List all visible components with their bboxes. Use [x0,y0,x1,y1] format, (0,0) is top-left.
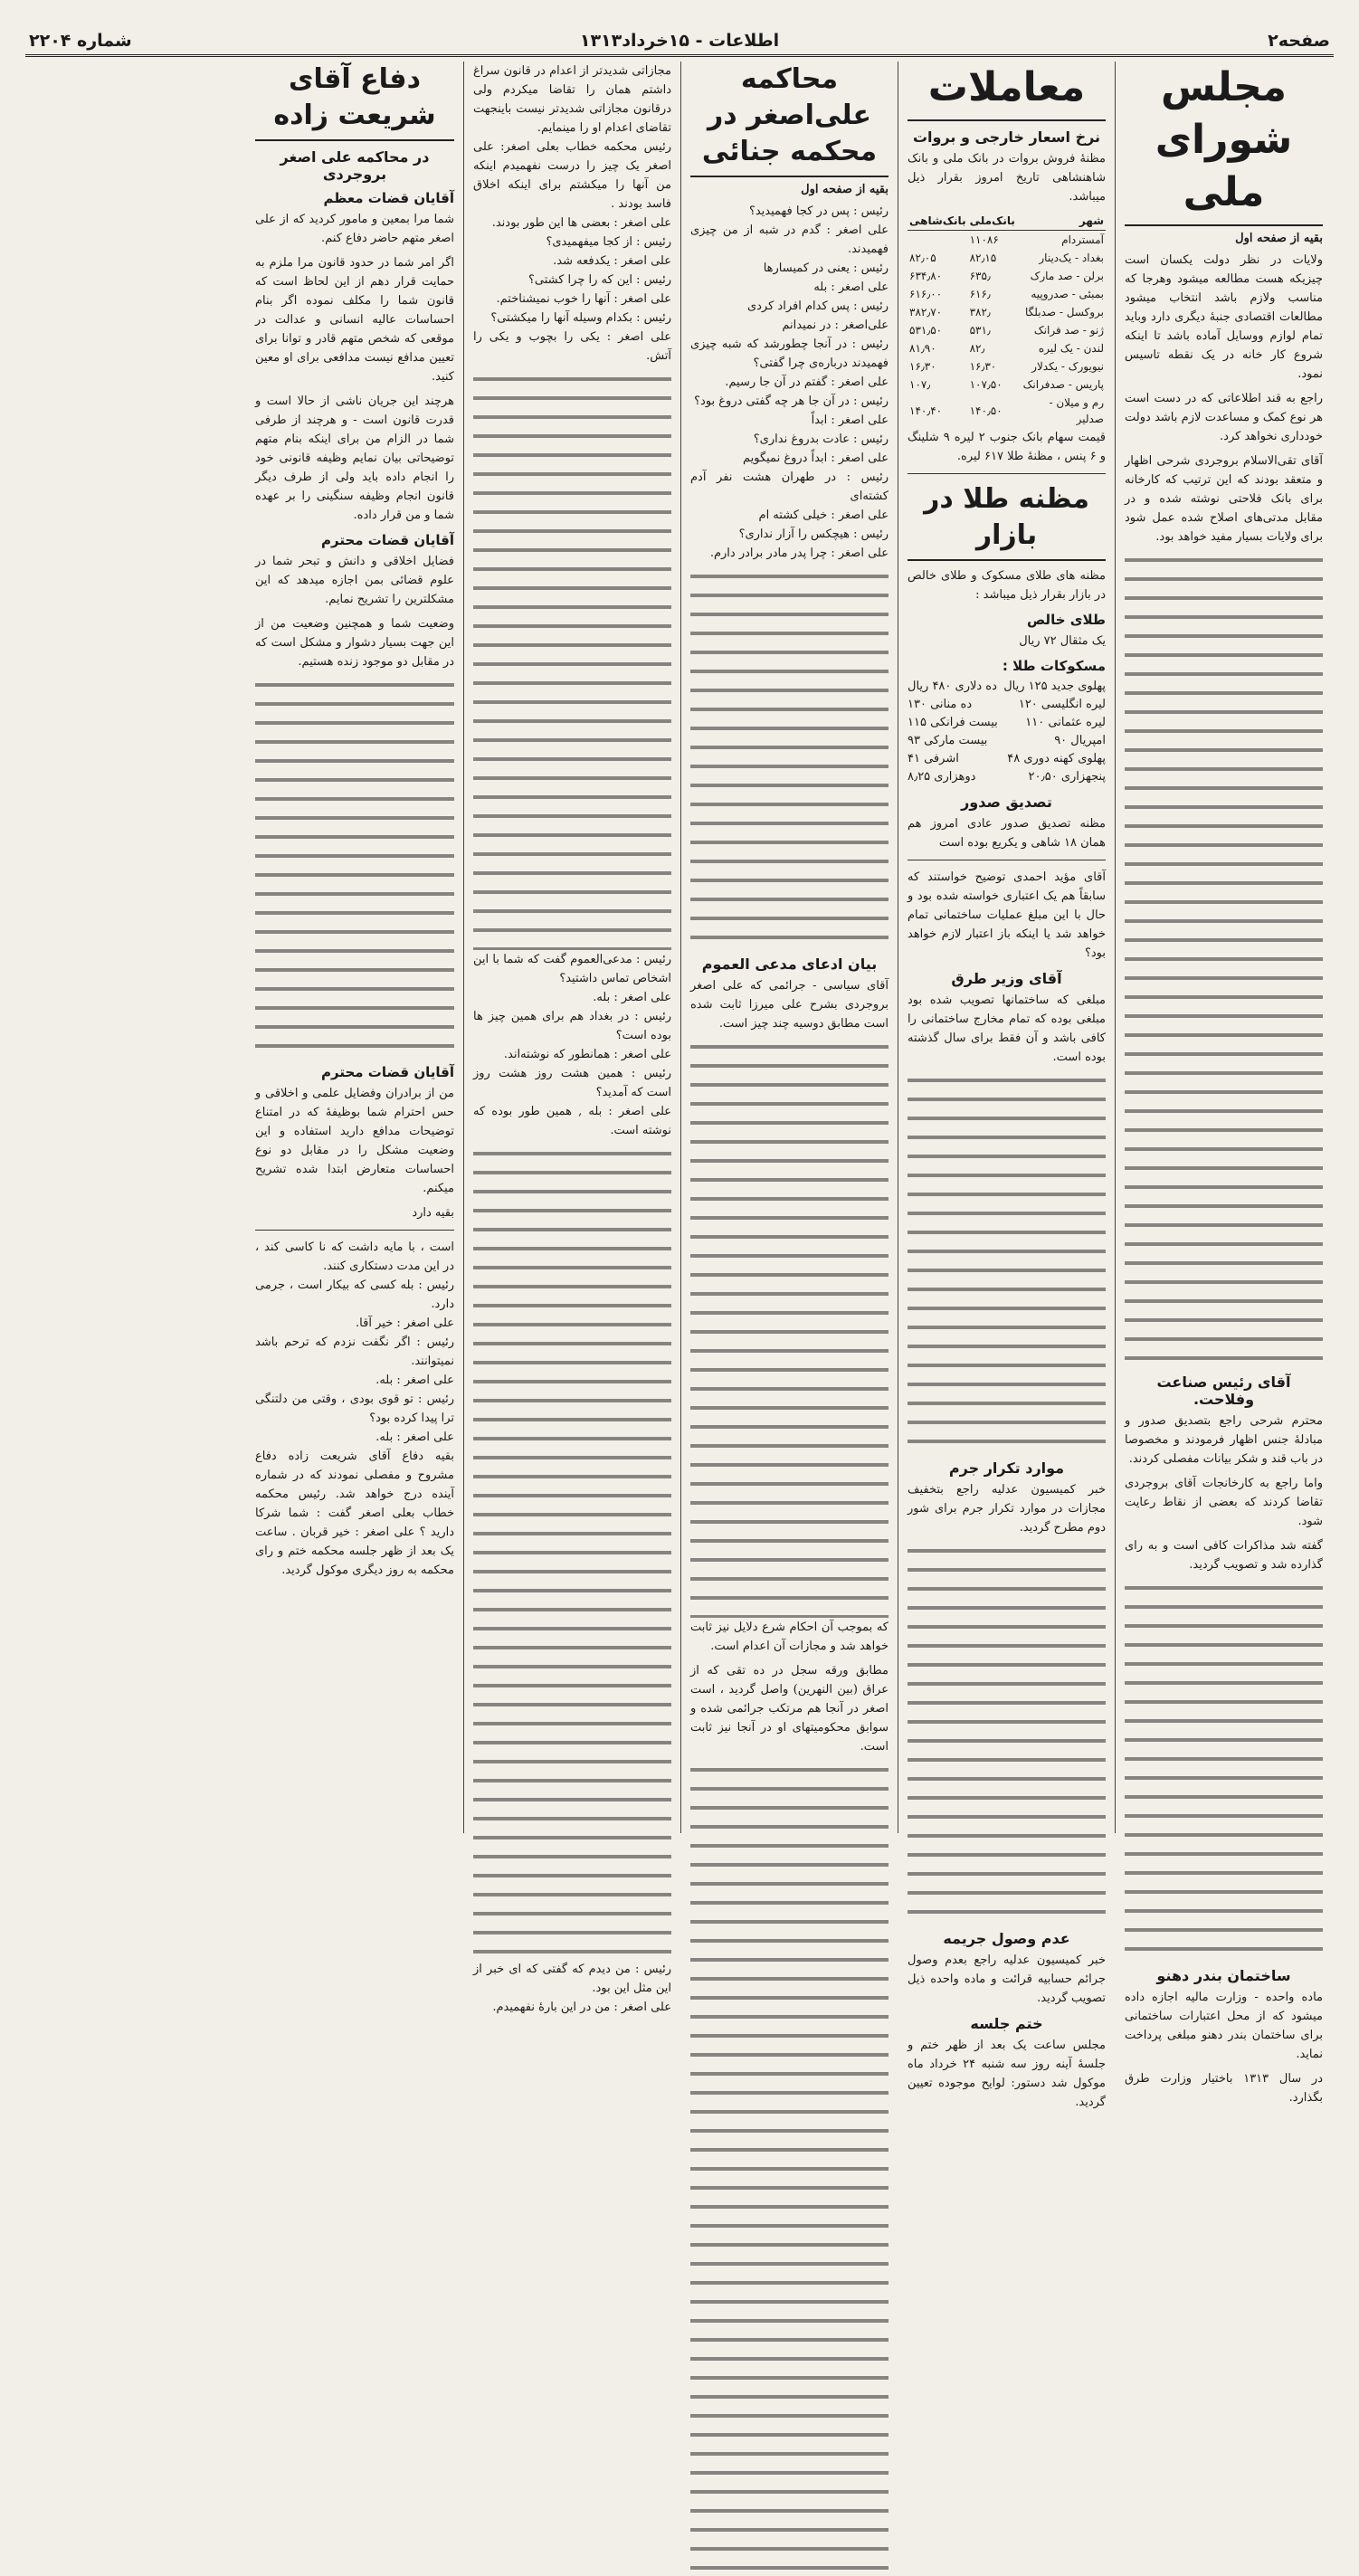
article-text-block [690,1762,889,2576]
coin-price: بیست مارکی ۹۳ [908,734,988,747]
article-text-block [690,1039,889,1618]
divider [908,473,1106,474]
section-heading: ساختمان بندر دهنو [1156,1967,1291,1984]
divider [255,1230,454,1231]
column-header: بانک‌ملی [968,212,1017,231]
coin-price: پنجهزاری ۲۰٫۵۰ [1028,770,1106,784]
dialog-line: رئیس : اگر نگفت نزدم که ترحم باشد نمیتوانند. [255,1336,454,1368]
column-defense [246,62,463,1833]
masthead [25,27,1334,57]
dialog-line: رئیس : بله کسی که بیکار است ، جرمی دارد. [255,1278,454,1311]
dialog-line: علی‌اصغر : در نمیدانم [782,318,889,332]
paragraph: مظنهٔ فروش بروات در بانک ملی و بانک شاهنشاهی تاریخ امروز بقرار ذیل میباشد. [908,152,1106,204]
paragraph: گفته شد مذاکرات کافی است و به رای گذارده شد و تصویب گردید. [1125,1539,1323,1572]
paragraph: مظنه های طلای مسکوک و طلای خالص در بازار بقرار ذیل میباشد : [908,569,1106,602]
paragraph: واما راجع به کارخانجات آقای بروجردی تقاضا کردند که بعضی از نقاط رعایت شود. [1125,1477,1323,1528]
table-cell: ۱۱۰۸۶ [969,233,999,246]
table-row [908,357,1106,375]
parliament-headline: مجلس شورای ملی [1125,62,1323,226]
dialog-line: رئیس : بکدام وسیله آنها را میکشتی؟ [490,311,671,325]
table-row [908,303,1106,321]
dialog-line: علی اصغر : ابداً [811,413,889,427]
dialog-line: علی اصغر : بعضی ها این طور بودند. [491,216,671,230]
dialog-line: علی اصغر : ابداً دروغ نمیگویم [742,452,889,465]
paragraph: قیمت سهام بانک جنوب ۲ لیره ۹ شلینگ و ۶ پنس ، مظنهٔ طلا ۶۱۷ لیره. [908,431,1107,463]
dialog-line: علی اصغر : بله [813,280,889,294]
court-dialog [255,1238,454,1447]
coin-price: بیست فرانکی ۱۱۵ [908,716,998,729]
article-text-block [908,1543,1106,1923]
dialog-line: علی اصغر : گدم در شبه از من چیزی فهمیدند. [690,223,889,256]
table-cell: ۳۸۲٫ [969,306,991,318]
dialog-line: علی اصغر : همانطور که نوشته‌اند. [503,1048,671,1061]
table-cell: بروکسل - صدبلگا [1024,306,1104,318]
dialog-line: رئیس : در آنجا چطورشد که شبه چیزی فهمیدند درباره‌ی چرا گفتی؟ [690,337,889,370]
section-heading: آقای وزیر طرق [951,970,1062,987]
paragraph: بقیه دفاع آقای شریعت زاده دفاع مشروح و مفصلی نمودند که در شماره آینده درج خواهد شد. رئیس محکمه خطاب بعلی اصغر گفت : شما شرکا دارید ؟ علی اصغر : خیر قربان . ساعت یک بعد از ظهر جلسه محکمه ختم و رای محکمه به روز دیگری موکول گردید. [255,1450,454,1577]
continued-note: بقیه از صفحه اول [801,183,889,196]
article-text-block [473,371,671,950]
column-markets [898,62,1115,2109]
dialog-line: رئیس : پس کدام افراد کردی [746,299,889,313]
coin-price: لیره انگلیسی ۱۲۰ [1018,698,1106,711]
coin-price: امپریال ۹۰ [1054,734,1106,747]
paragraph: آقای تقی‌الاسلام بروجردی شرحی اظهار و متعقد بودند که این ترتیب که کارخانه برای بانک فلاحتی نوشته شده و در مقابل مدتی‌های اصلاح شده عمل شود برای ولایات بسیار مفید خواهد بود. [1125,454,1323,544]
coin-row [908,768,1106,786]
table-cell: ۸۱٫۹۰ [909,342,936,355]
table-row [908,394,1106,428]
table-cell: ۳۸۲٫۷۰ [909,306,943,318]
newspaper-date: اطلاعات - ۱۵خرداد۱۳۱۳ [579,31,780,51]
article-text-block [908,1072,1106,1452]
columns [27,62,1332,2109]
paragraph: محترم شرحی راجع بتصدیق صدور و مبادلهٔ جنس اظهار فرمودند و مخصوصا در باب قند و شکر بیانات مفصلی کردند. [1125,1414,1323,1466]
section-heading: آقای رئیس صناعت وفلاحت. [1156,1374,1291,1408]
section-heading: آقایان قضات محترم [321,532,454,548]
dialog-line: رئیس : یعنی در کمیسارها [763,261,889,275]
paragraph: وضعیت شما و همچنین وضعیت من از این جهت بسیار دشوار و مشکل است که در مقابل دو موجود زنده هستیم. [255,617,454,669]
dialog-line: رئیس : پس در کجا فهمیدید؟ [748,204,889,218]
table-cell: رم و میلان - صدلیر [1049,396,1104,425]
dialog-line: رئیس : همین هشت روز هشت روز است که آمدید؟ [473,1067,671,1099]
column-parliament [1115,62,1332,2105]
dialog-line: علی اصغر : یکی را بچوب و یکی را آتش. [473,330,671,363]
coin-row [908,750,1106,768]
continued-note: بقیه دارد [412,1206,454,1220]
markets-headline: معاملات [908,62,1106,121]
coin-price: ده دلاری ۴۸۰ ریال [908,680,997,693]
table-cell: بغداد - یک‌دینار [1039,252,1104,264]
dialog-line: مجازاتی شدیدتر از اعدام در قانون سراغ داشتم همان را تقاضا میکردم ولی درقانون مجازاتی شدیدتر نیست باینجهت تقاضای اعدام او را مینمایم. [473,64,671,135]
section-heading: ختم جلسه [970,2015,1043,2032]
paragraph: راجع به قند اطلاعاتی که در دست است هر نوع کمک و مساعدت لازم باشد دولت خودداری نخواهد کرد. [1125,392,1323,443]
table-cell [908,231,968,250]
article-text-block [255,677,454,1057]
paragraph: مجلس ساعت یک بعد از ظهر ختم و جلسهٔ آینه روز سه شنبه ۲۴ خرداد ماه موکول شد دستور: لوایح موجوده تعیین گردید. [908,2039,1106,2109]
table-cell: لندن - یک لیره [1038,342,1104,355]
dialog-line: رئیس محکمه خطاب بعلی اصغر: علی اصغر یک چیز را درست نفهمیدم اینکه من آنها را میکشتم برای اینکه اخلاق فاسد بودند . [473,140,671,211]
court-dialog [690,202,889,563]
coin-price: پهلوی جدید ۱۲۵ ریال [1003,680,1106,693]
section-heading: عدم وصول جریمه [943,1930,1070,1947]
dialog-line: علی اصغر : گفتم در آن جا رسیم. [725,375,889,389]
table-cell: نیویورک - یکدلار [1031,360,1104,373]
column-header: بانک‌شاهی [908,212,968,231]
paragraph: هرچند این جریان ناشی از حالا است و قدرت قانون است - و هرچند از طرفی شما در الزام من برای اینکه بنام متهم توضیحاتی بیان نمایم وظیفه قانونی خود را انجام داده باید ولی از طرف دیگر قانون انجام وظیفه سنگینی را بر عهده شما و من قرار داده. [255,394,454,522]
paragraph: در سال ۱۳۱۳ باختیار وزارت طرق بگذارد. [1125,2072,1323,2105]
coin-row [908,732,1106,750]
dialog-line: رئیس : تو قوی بودی ، وقتی من دلتنگی ترا پیدا کرده بود؟ [255,1393,454,1425]
paragraph: مطابق ورقه سجل در ده تقی که از عراق (بین النهرین) واصل گردید ، است اصغر در آنجا هم مرتکب جرائمی شده و سوابق محکومیتهای او در آنجا نیز ثابت است. [690,1664,889,1754]
table-cell: ۵۳۱٫۵۰ [909,324,943,337]
table-cell: ۱۴۰٫۴۰ [909,404,943,417]
issue-number: شماره ۲۲۰۴ [29,31,132,51]
table-row [908,321,1106,339]
paragraph: مبلغی که ساختمانها تصویب شده بود مبلغی بوده که تمام مخارج ساختمانی را کافی باشد و آن فقط برای سال گذشته بوده است. [908,993,1106,1064]
court-dialog [473,62,671,366]
coin-row [908,678,1106,696]
paragraph: من از برادران وفضایل علمی و اخلاقی و حس احترام شما بوظیفهٔ که در امتناع توضیحات مدافع دارید استفاده و این وضعیت مشکل را در مقابل دو نوع احساسات متعارض ابتدا شده تشریح میکنم. [255,1087,454,1195]
section-heading: بیان ادعای مدعی العموم [701,955,878,973]
dialog-line: رئیس : مدعی‌العموم گفت که شما با این اشخاص تماس داشتید؟ [473,953,671,985]
dialog-line: علی اصغر : یکدفعه شد. [553,254,671,268]
paragraph: شما مرا بمعین و مامور کردید که از علی اصغر متهم حاضر دفاع کنم. [255,213,454,245]
dialog-line: رئیس : هیچکس را آزار نداری؟ [738,528,889,541]
table-cell: ۱۰۷٫۵۰ [969,378,1003,391]
dialog-line: علی اصغر : خیر آقا. [356,1317,454,1330]
continued-note: بقیه از صفحه اول [1235,232,1323,245]
paragraph: خبر کمیسیون عدلیه راجع بعدم وصول جرائم حسابیه قرائت و ماده واحده ذیل تصویب گردید. [908,1953,1106,2005]
coin-price: دوهزاری ۸٫۲۵ [908,770,976,784]
column-trial-continued [463,62,680,2014]
table-row [908,285,1106,303]
table-cell: پاریس - صدفرانک [1022,378,1104,391]
dialog-line: علی اصغر : خیلی کشته ام [758,509,889,522]
table-header-row [908,212,1106,231]
dialog-line: علی اصغر : بله , همین طور بوده که نوشته است. [473,1105,671,1137]
dialog-line: رئیس : در بغداد هم برای همین چیز ها بوده است؟ [473,1010,671,1042]
page-number: ۲صفحه [1268,31,1330,51]
table-cell: ۶۳۵٫ [969,270,991,282]
table-cell: ۸۲٫۱۵ [969,252,997,264]
coin-row [908,696,1106,714]
table-cell: ۶۱۶٫ [969,288,991,300]
dialog-line: علی اصغر : من در این بارهٔ نفهمیدم. [492,2001,671,2014]
table-cell: ۵۳۱٫ [969,324,991,337]
dialog-line: علی اصغر : بله. [375,1431,454,1444]
table-cell: ۱۶٫۳۰ [909,360,936,373]
dialog-line: علی اصغر : چرا پدر مادر برادر دارم. [709,547,889,560]
article-text-block [473,1145,671,1960]
trial-headline: محاکمه علی‌اصغر در محکمه جنائی [690,62,889,177]
column-header: شهر [1017,212,1106,231]
section-heading: آقایان قضات محترم [321,1064,454,1080]
court-dialog [473,950,671,1140]
paragraph: فضایل اخلاقی و دانش و تبحر شما در علوم قضائی بمن اجازه میدهد که این مشکلترین را تشریح نمایم. [255,555,454,606]
gold-headline: مظنه طلا در بازار [908,481,1106,561]
paragraph: مظنه تصدیق صدور عادی امروز هم همان ۱۸ شاهی و یکریع بوده است [908,817,1106,850]
table-cell: بمبئی - صدروپیه [1031,288,1104,300]
exchange-rate-table [908,212,1106,428]
table-row [908,231,1106,250]
coin-row [908,714,1106,732]
table-cell: ۶۳۴٫۸۰ [909,270,943,282]
article-text-block [690,568,889,948]
table-cell: ۸۲٫۰۵ [909,252,936,264]
dialog-line: رئیس : این که را چرا کشتی؟ [527,273,671,287]
coin-price: اشرفی ۴۱ [908,752,959,765]
paragraph: ماده واحده - وزارت مالیه اجازه داده میشود که از محل اعتبارات ساختمانی برای ساختمان بندر دهنو مبلغی پرداخت نماید. [1125,1991,1323,2061]
dialog-line: است ، با مایه داشت که نا کاسی کند ، در این مدت دستکاری کنند. [255,1240,454,1273]
dialog-line: رئیس : از کجا میفهمیدی؟ [546,235,671,249]
coin-price: پهلوی کهنه دوری ۴۸ [1007,752,1106,765]
gold-pure-price: یک مثقال ۷۲ ریال [1019,634,1106,648]
table-cell: برلن - صد مارک [1030,270,1104,282]
dialog-line: علی اصغر : بله. [375,1374,454,1387]
section-heading: آقایان قضات معظم [323,190,454,206]
table-row [908,375,1106,394]
table-row [908,249,1106,267]
section-heading: در محاکمه علی اصغر بروجردی [280,148,430,183]
table-cell: ۶۱۶٫۰۰ [909,288,943,300]
dialog-line: رئیس : من دیدم که گفتی که ای خبر از این مثل این بود. [473,1963,671,1995]
paragraph: خبر کمیسیون عدلیه راجع بتخفیف مجازات در موارد تکرار جرم برای شور دوم مطرح گردید. [908,1483,1106,1535]
table-row [908,339,1106,357]
section-heading: موارد تکرار جرم [948,1459,1065,1477]
table-cell: آمستردام [1061,233,1104,246]
dialog-line: رئیس : در آن جا هر چه گفتی دروغ بود؟ [694,394,889,408]
table-cell: ۸۲٫ [969,342,985,355]
section-heading: نرخ اسعار خارجی و بروات [912,128,1101,146]
section-heading: تصدیق صدور [961,794,1052,811]
coin-price: ده منانی ۱۳۰ [908,698,973,711]
table-cell: ۱۰۷٫ [909,378,931,391]
paragraph: که بموجب آن احکام شرع دلایل نیز ثابت خواهد شد و مجازات آن اعدام است. [690,1621,889,1653]
table-cell: ۱۴۰٫۵۰ [969,404,1003,417]
dialog-line: علی اصغر : آنها را خوب نمیشناختم. [496,292,671,306]
defense-headline: دفاع آقای شریعت زاده [255,62,454,141]
paragraph: آقای سیاسی - جرائمی که علی اصغر بروجردی بشرح علی میرزا ثابت شده است مطابق دوسیه چند چیز است. [690,979,889,1031]
court-dialog [473,1960,671,2017]
paragraph: ولایات در نظر دولت یکسان است چیزیکه هست مطالعه میشود وهرجا که مناسب ولازم باشد انتخاب میشود مطالعات اقتصادی جنبهٔ دیگری دارد وباید تمام لوازم ووسایل آماده باشد تا اینکه شروع کار خانه در یک نقطه تاسیس نمود. [1125,253,1323,381]
dialog-line: رئیس : عادت بدروغ نداری؟ [753,433,889,446]
dialog-line: علی اصغر : بله. [593,991,671,1004]
coin-price: لیره عثمانی ۱۱۰ [1025,716,1106,729]
article-text-block [1125,1580,1323,1960]
gold-pure-title: طلای خالص [1026,612,1106,628]
table-cell: ۱۶٫۳۰ [969,360,997,373]
table-row [908,267,1106,285]
coins-title: مسکوکات طلا : [1002,658,1106,674]
table-cell: ژنو - صد فرانک [1033,324,1104,337]
dialog-line: رئیس : در طهران هشت نفر آدم کشته‌ای [690,471,889,503]
column-trial [680,62,898,1833]
paragraph: اگر امر شما در حدود قانون مرا ملزم به حمایت قرار دهم از این لحاظ است که قانون شما را مکلف نموده اگر بنام احساسات عالیه انسانی و عدالت در موقعی که شخص متهم قادر و توانا برای تعیین مدافع نیست مدافعی برای او معین کنید. [255,256,454,384]
article-text-block [1125,552,1323,1366]
paragraph: آقای مؤید احمدی توضیح خواستند که سابقاً هم یک اعتباری خواسته شده بود و حال با این مبلغ عملیات ساختمانی تمام خواهد شد یا اینکه باز اعتبار لازم خواهد بود؟ [908,870,1106,960]
